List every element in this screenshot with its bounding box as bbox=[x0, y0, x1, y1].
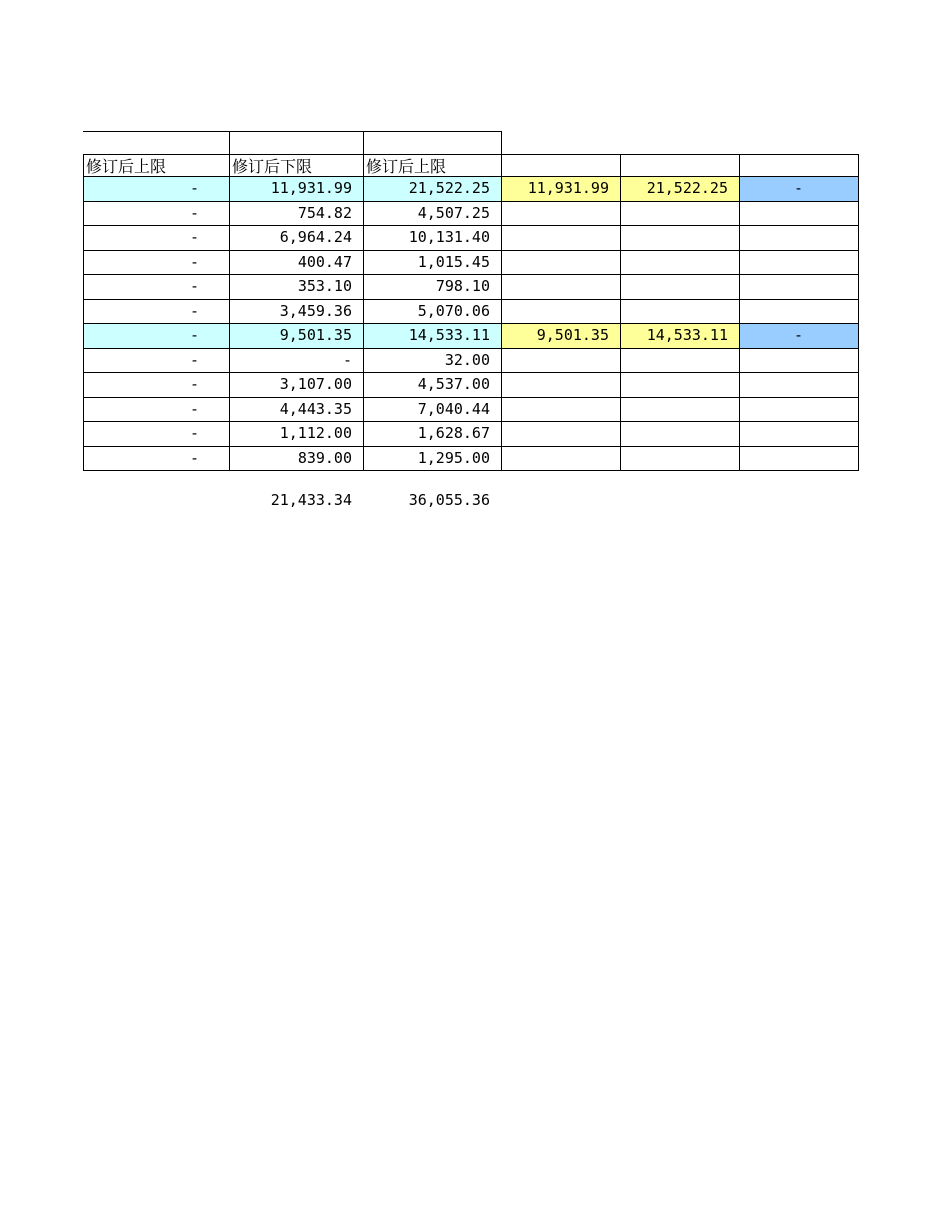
table-cell bbox=[620, 422, 739, 447]
grid-line bbox=[83, 225, 859, 226]
grid-line bbox=[363, 131, 364, 154]
grid-line bbox=[83, 274, 859, 275]
grid-line bbox=[83, 348, 859, 349]
grid-line bbox=[83, 201, 859, 202]
table-cell bbox=[620, 202, 739, 227]
table-cell bbox=[739, 275, 858, 300]
table-cell bbox=[739, 447, 858, 472]
table-cell bbox=[501, 202, 620, 227]
table-cell bbox=[501, 349, 620, 374]
table-cell bbox=[739, 226, 858, 251]
table-cell: - bbox=[189, 203, 199, 222]
table-cell: - bbox=[342, 350, 352, 369]
table-cell bbox=[739, 300, 858, 325]
table-cell: - bbox=[739, 324, 858, 349]
table-cell bbox=[501, 398, 620, 423]
table-cell bbox=[739, 398, 858, 423]
table-cell: 1,295.00 bbox=[417, 448, 490, 467]
grid-line bbox=[83, 397, 859, 398]
table-cell: 798.10 bbox=[435, 277, 490, 295]
table-cell bbox=[620, 447, 739, 472]
grid-line bbox=[620, 154, 621, 471]
grid-line bbox=[229, 154, 230, 471]
grid-line bbox=[83, 250, 859, 251]
table-cell bbox=[501, 251, 620, 276]
table-cell bbox=[739, 373, 858, 398]
table-cell: - bbox=[189, 399, 199, 418]
table-cell: 5,070.06 bbox=[417, 301, 490, 320]
table-cell: 3,107.00 bbox=[279, 375, 352, 393]
table-cell: 4,443.35 bbox=[279, 399, 352, 418]
table-cell bbox=[620, 300, 739, 325]
table-cell: 839.00 bbox=[297, 448, 352, 467]
table-cell: 9,501.35 bbox=[229, 324, 363, 349]
grid-line bbox=[501, 154, 502, 471]
table-cell: 1,628.67 bbox=[417, 424, 490, 442]
table-cell: 7,040.44 bbox=[417, 399, 490, 418]
table-cell: - bbox=[189, 375, 199, 393]
table-cell: - bbox=[83, 324, 229, 349]
table-cell bbox=[739, 349, 858, 374]
table-cell: 754.82 bbox=[297, 203, 352, 222]
table-cell: 4,507.25 bbox=[417, 203, 490, 222]
table-cell bbox=[620, 226, 739, 251]
table-cell bbox=[620, 398, 739, 423]
total-lower-limit: 21,433.34 bbox=[270, 491, 352, 509]
table-cell bbox=[501, 422, 620, 447]
table-cell: 3,459.36 bbox=[279, 301, 352, 320]
table-cell: 10,131.40 bbox=[408, 228, 490, 246]
grid-line bbox=[83, 421, 859, 422]
grid-line bbox=[858, 154, 859, 471]
table-cell bbox=[501, 275, 620, 300]
table-cell bbox=[501, 226, 620, 251]
grid-line bbox=[229, 131, 230, 154]
grid-line bbox=[83, 372, 859, 373]
grid-line bbox=[83, 131, 502, 132]
table-cell: - bbox=[189, 301, 199, 320]
column-header: 修订后上限 bbox=[366, 157, 447, 176]
table-cell: 9,501.35 bbox=[501, 324, 620, 349]
column-header: 修订后下限 bbox=[232, 157, 313, 176]
table-cell: - bbox=[83, 177, 229, 202]
grid-line bbox=[363, 154, 364, 471]
grid-line bbox=[83, 323, 859, 324]
table-cell bbox=[501, 300, 620, 325]
grid-line bbox=[739, 154, 740, 471]
grid-line bbox=[83, 176, 859, 177]
table-cell: 14,533.11 bbox=[363, 324, 501, 349]
table-cell: 11,931.99 bbox=[229, 177, 363, 202]
table-cell bbox=[501, 447, 620, 472]
table-cell bbox=[739, 422, 858, 447]
table-cell: - bbox=[189, 252, 199, 271]
table-cell bbox=[620, 349, 739, 374]
grid-line bbox=[83, 446, 859, 447]
table-cell: - bbox=[189, 448, 199, 467]
grid-line bbox=[83, 154, 859, 155]
table-cell: - bbox=[189, 277, 199, 295]
table-cell: 21,522.25 bbox=[620, 177, 739, 202]
table-cell: 11,931.99 bbox=[501, 177, 620, 202]
grid-line bbox=[501, 131, 502, 154]
table-cell: 4,537.00 bbox=[417, 375, 490, 393]
table-cell bbox=[620, 251, 739, 276]
grid-line bbox=[83, 299, 859, 300]
table-cell: 32.00 bbox=[444, 350, 490, 369]
table-cell bbox=[739, 251, 858, 276]
table-cell: 14,533.11 bbox=[620, 324, 739, 349]
table-cell: 1,112.00 bbox=[279, 424, 352, 442]
grid-line bbox=[83, 154, 84, 471]
table-cell bbox=[501, 373, 620, 398]
table-cell bbox=[620, 275, 739, 300]
table-cell: 353.10 bbox=[297, 277, 352, 295]
table-cell: - bbox=[189, 228, 199, 246]
column-header: 修订后上限 bbox=[86, 157, 167, 176]
table-cell: 1,015.45 bbox=[417, 252, 490, 271]
table-cell: 21,522.25 bbox=[363, 177, 501, 202]
total-upper-limit: 36,055.36 bbox=[408, 491, 490, 509]
table-cell: - bbox=[189, 350, 199, 369]
grid-line bbox=[83, 470, 859, 471]
table-cell bbox=[739, 202, 858, 227]
table-cell: - bbox=[189, 424, 199, 442]
table-cell bbox=[620, 373, 739, 398]
table-cell: 400.47 bbox=[297, 252, 352, 271]
table-cell: 6,964.24 bbox=[279, 228, 352, 246]
table-cell: - bbox=[739, 177, 858, 202]
